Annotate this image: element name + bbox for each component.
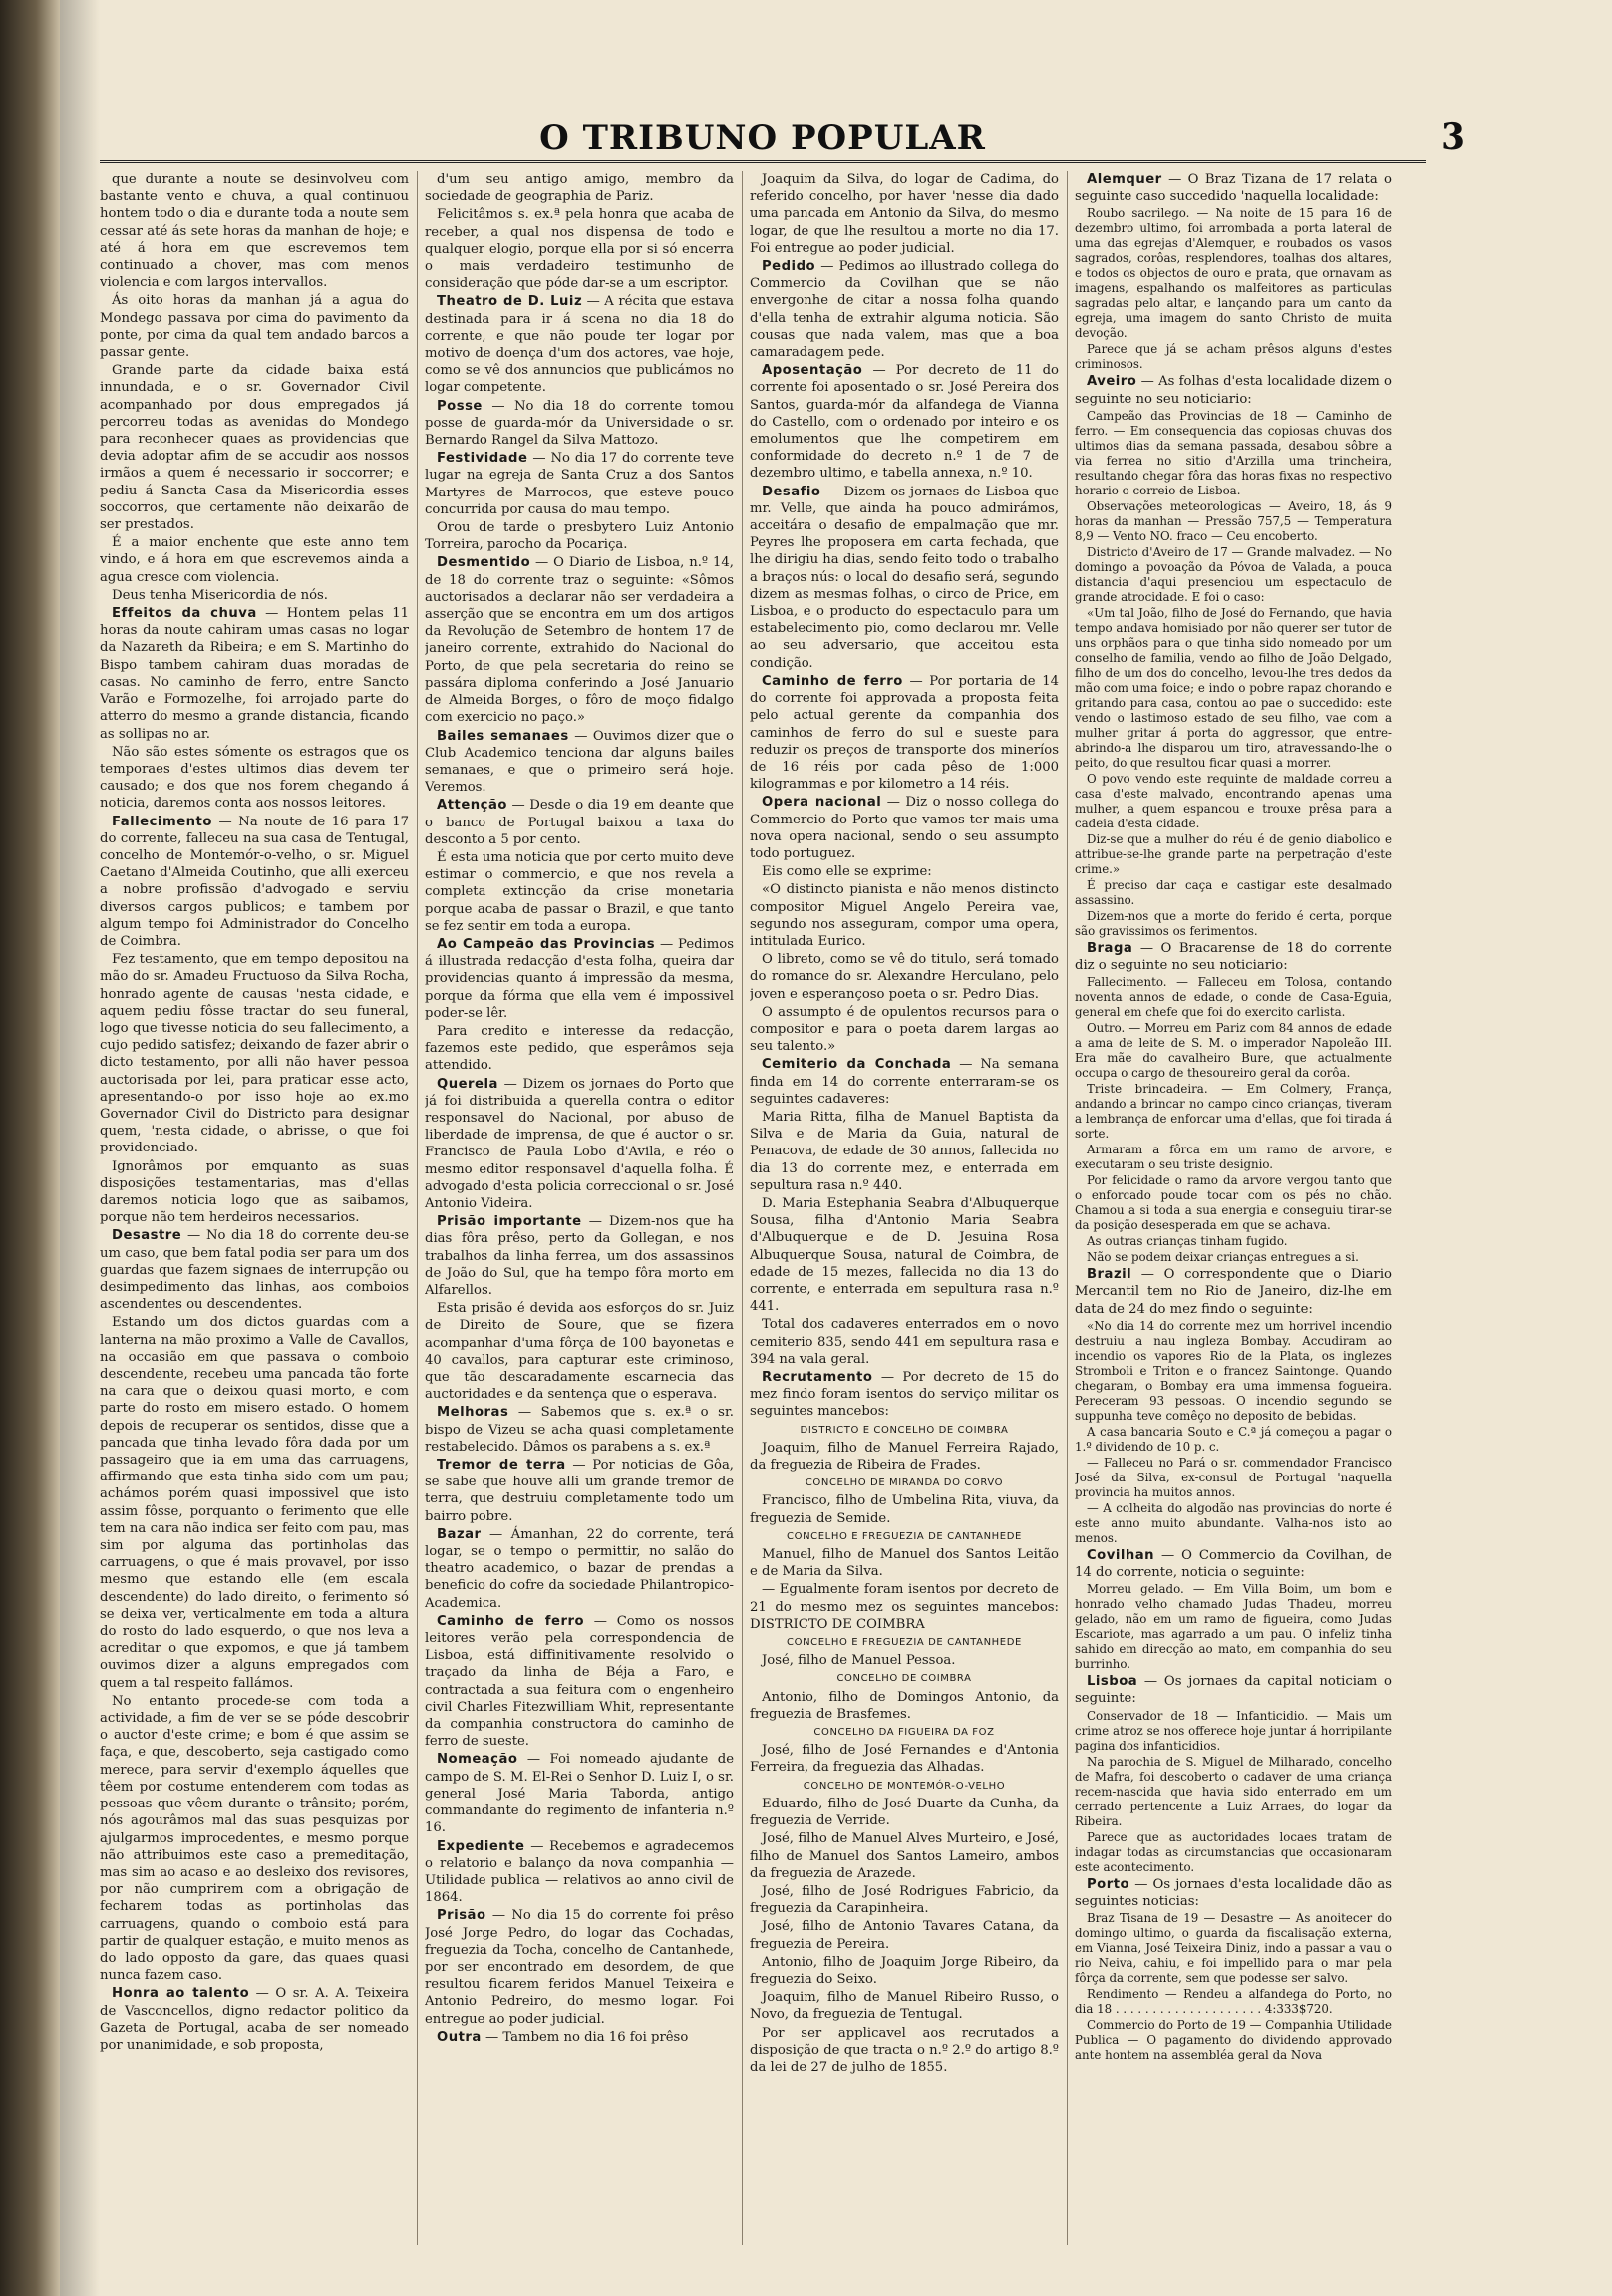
paragraph-text: d'um seu antigo amigo, membro da sociedade de geographia de Pariz. xyxy=(425,172,734,205)
paragraph-text: Ás oito horas da manhan já a agua do Mondego passava por cima do pavimento da ponte, por cima da qual tem andado barcos a passar gente. xyxy=(100,293,409,361)
news-item xyxy=(425,728,734,797)
paragraph-text: José, filho de José Fernandes e d'Antonia Ferreira, da freguezia das Alhadas. xyxy=(750,1743,1059,1776)
paragraph-text: É preciso dar caça e castigar este desalmado assassino. xyxy=(1075,877,1392,907)
paragraph xyxy=(1075,909,1392,939)
paragraph-text: Fez testamento, que em tempo depositou na mão do sr. Amadeu Fructuoso da Silva Rocha, honrado agente de causas 'nesta cidade, e aquem pediu fôsse tractar do seu funeral, logo que tivesse noticia do seu fallecimento, a cujo pedido satisfez; deixando de fazer abrir o dicto testamento, por alli não haver pessoa auctorisada por lei, para praticar esse acto, apresentando-o por isso hoje ao ex.mo Governador Civil do Districto para designar quem, 'nesta cidade, o abrisse, o que foi providenciado. xyxy=(100,952,409,1156)
paragraph-text: Esta prisão é devida aos esforços do sr. Juiz de Direito de Soure, que se fizera acompanhar d'uma fôrça de 100 bayonetas e 40 cavallos, para capturar este criminoso, que tão descaradamente escarnecia das auctoridades e da sentença que o esperava. xyxy=(425,1301,734,1403)
paragraph-text: — O Diario de Lisboa, n.º 14, de 18 do corrente traz o seguinte: «Sômos auctorisados a declarar não ser verdadeira a asserção que se encontra em um dos artigos da Revolução de Setembro de hontem 17 de janeiro corrente, extrahido do Nacional do Porto, de que pela secretaria do reino se passára diploma conferindo a José Januario de Almeida Borges, o fôro de moço fidalgo com exercicio no paço.» xyxy=(425,555,734,726)
news-item xyxy=(425,797,734,848)
paragraph-text: Maria Ritta, filha de Manuel Baptista da Silva e de Maria da Guia, natural de Penacova, de edade de 30 annos, fallecida no dia 13 do corrente mez, e enterrada em sepultura rasa n.º 440. xyxy=(750,1109,1059,1193)
paragraph-text: Felicitâmos s. ex.ª pela honra que acaba de receber, a qual nos dispensa de todo e qualquer elogio, porque ella por si só encerra o mais verdadeiro testimunho de consideração que póde dar-se a um escriptor. xyxy=(425,207,734,292)
news-item-heading: Alemquer xyxy=(1087,172,1162,187)
column-3 xyxy=(750,171,1059,2265)
news-item-heading: Ao Campeão das Provincias xyxy=(437,936,656,952)
paragraph-text: Não são estes sómente os estragos que os temporaes d'estes ultimos dias devem ter causado; e dos que nos forem chegando á noticia, daremos conta aos nossos leitores. xyxy=(100,744,409,812)
news-item-heading: Effeitos da chuva xyxy=(112,606,257,622)
news-item-heading: Honra ao talento xyxy=(112,1986,250,2002)
news-item xyxy=(425,450,734,518)
header-rule xyxy=(100,160,1426,163)
news-item-heading: Caminho de ferro xyxy=(437,1613,585,1629)
news-item-heading: Desmentido xyxy=(437,555,531,571)
paragraph-text: — No dia 18 do corrente deu-se um caso, que bem fatal podia ser para um dos guardas que fazem signaes de interrupção ou desimpedimento das linhas, aos comboios ascendentes ou descendentes. xyxy=(100,1228,409,1313)
paragraph-text: Fallecimento. — Falleceu em Tolosa, contando noventa annos de edade, o conde de Casa-Eguia, general em chefe que foi do exercito carlista. xyxy=(1075,975,1392,1020)
paragraph xyxy=(1075,878,1392,908)
paragraph-text: Total dos cadaveres enterrados em o novo cemiterio 835, sendo 441 em sepultura rasa e 394 na vala geral. xyxy=(750,1317,1059,1367)
paragraph-text: — O sr. A. A. Teixeira de Vasconcellos, digno redactor politico da Gazeta de Portugal, acaba de ser nomeado por unanimidade, e sob proposta, xyxy=(100,1986,409,2053)
paragraph-text: — Tambem no dia 16 foi prêso xyxy=(481,2029,689,2045)
paragraph-text: Antonio, filho de Joaquim Jorge Ribeiro, da freguezia do Seixo. xyxy=(750,1954,1059,1987)
news-item-heading: Caminho de ferro xyxy=(762,673,903,689)
paragraph-text: — Na semana finda em 14 do corrente enterraram-se os seguintes cadaveres: xyxy=(750,1057,1059,1107)
paragraph-text: «O distincto pianista e não menos distincto compositor Miguel Angelo Pereira vae, segundo nos asseguram, compor uma opera, intitulada Eurico. xyxy=(750,882,1059,949)
paragraph xyxy=(750,881,1059,950)
news-item-heading: Braga xyxy=(1087,940,1133,956)
news-item xyxy=(100,605,409,743)
news-item xyxy=(1075,1547,1392,1581)
paragraph-text: — Sabemos que s. ex.ª o sr. bispo de Vizeu se acha quasi completamente restabelecido. Dâmos os parabens a s. ex.ª xyxy=(425,1405,734,1455)
section-caption: CONCELHO DE COIMBRA xyxy=(836,1673,972,1685)
paragraph xyxy=(1075,1911,1392,1986)
section-caption: CONCELHO E FREGUEZIA DE CANTANHEDE xyxy=(787,1530,1022,1542)
news-item xyxy=(750,1369,1059,1421)
paragraph-text: Parece que já se acham prêsos alguns d'estes criminosos. xyxy=(1075,342,1392,372)
paragraph xyxy=(1075,545,1392,605)
news-item-heading: Posse xyxy=(437,398,483,414)
section-caption: DISTRICTO E CONCELHO DE COIMBRA xyxy=(800,1424,1009,1436)
paragraph-text: A casa bancaria Souto e C.ª já começou a pagar o 1.º dividendo de 10 p. c. xyxy=(1075,1424,1392,1454)
news-item-heading: Desastre xyxy=(112,1228,182,1244)
paragraph-text: — No dia 15 do corrente foi prêso José Jorge Pedro, do logar das Cochadas, freguezia da Tocha, concelho de Cantanhede, por ser encontrado em desordem, de que resultou ficarem feridos Manuel Teixeira e Antonio Pedreiro, do mesmo logar. Foi entregue ao poder judicial. xyxy=(425,1908,734,2027)
paragraph-text: — Recebemos e agradecemos o relatorio e balanço da nova companhia — Utilidade publica — relativos ao anno civil de 1864. xyxy=(425,1838,734,1906)
paragraph-text: — Ámanhan, 22 do corrente, terá logar, se o tempo o permittir, no salão do theatro academico, o bazar de prendas a beneficio do cofre da sociedade Philantropico-Academica. xyxy=(425,1526,734,1611)
news-item xyxy=(425,1457,734,1525)
paragraph-text: Braz Tisana de 19 — Desastre — As anoitecer do domingo ultimo, o guarda da fiscalisação externa, em Vianna, José Teixeira Diniz, indo a passar a vau o rio Neiva, cahiu, e foi impellido para o mar pela fôrça da corrente, sem que podesse ser salvo. xyxy=(1075,1911,1392,1986)
paragraph-text: Joaquim, filho de Manuel Ribeiro Russo, o Novo, da freguezia de Tentugal. xyxy=(750,1990,1059,2023)
paragraph xyxy=(750,1652,1059,1669)
news-item-heading: Querela xyxy=(437,1076,498,1092)
paragraph xyxy=(100,1158,409,1227)
paragraph-text: — O correspondente que o Diario Mercantil tem no Rio de Janeiro, diz-lhe em data de 24 do mez findo o seguinte: xyxy=(1075,1267,1392,1317)
paragraph xyxy=(1075,1987,1392,2017)
paragraph xyxy=(425,1300,734,1403)
paragraph xyxy=(750,1883,1059,1917)
paragraph-text: José, filho de José Rodrigues Fabricio, da freguezia da Carapinheira. xyxy=(750,1883,1059,1917)
paragraph-text: — No dia 18 do corrente tomou posse de guarda-mór da Universidade o sr. Bernardo Rangel da Silva Mattozo. xyxy=(425,398,734,449)
paragraph xyxy=(425,849,734,935)
news-item xyxy=(1075,373,1392,407)
paragraph-text: Manuel, filho de Manuel dos Santos Leitão e de Maria da Silva. xyxy=(750,1547,1059,1580)
paragraph-text: Observações meteorologicas — Aveiro, 18, ás 9 horas da manhan — Pressão 757,5 — Temperatura 8,9 — Vento NO. fraco — Ceu encoberto. xyxy=(1075,498,1392,543)
paragraph xyxy=(750,1954,1059,1988)
paragraph-text: — Diz o nosso collega do Commercio do Porto que vamos ter mais uma nova opera nacional, sendo o seu assumpto todo portuguez. xyxy=(750,795,1059,861)
paragraph-text: Não se podem deixar crianças entregues a si. xyxy=(1087,1250,1359,1265)
paragraph-text: Eduardo, filho de José Duarte da Cunha, da freguezia de Verride. xyxy=(750,1796,1059,1829)
paragraph-text: que durante a noute se desinvolveu com bastante vento e chuva, a qual continuou hontem todo o dia e durante toda a noute sem cessar até ás sete horas da manhan de hoje; e até á hora em que escrevemos tem continuado a chover, mas com menos violencia e com largos intervallos. xyxy=(100,172,409,291)
news-item-heading: Fallecimento xyxy=(112,814,212,829)
paragraph xyxy=(1075,1250,1392,1265)
news-item-heading: Recrutamento xyxy=(762,1370,873,1386)
paragraph-text: «No dia 14 do corrente mez um horrivel incendio destruiu a nau ingleza Bombay. Accudiram ao incendio os vapores Rio de la Plata, os inglezes Stromboli e Triton e o francez Saintonge. Quando chegaram, o Bombay era uma immensa fogueira. Pereceram 93 pessoas. O incendio segundo se suppunha teve comêço no deposito de bebidas. xyxy=(1075,1318,1392,1423)
section-caption: CONCELHO E FREGUEZIA DE CANTANHEDE xyxy=(787,1637,1022,1649)
paragraph-text: Outro. — Morreu em Pariz com 84 annos de edade a ama de leite de S. M. o imperador Napoleão III. Era mãe do cavalheiro Bure, que actualmente occupa o cargo de thesoureiro geral da corôa. xyxy=(1075,1021,1392,1081)
paragraph xyxy=(1075,1582,1392,1672)
news-item xyxy=(425,1907,734,2027)
paragraph-text: No entanto procede-se com toda a actividade, a fim de ver se se póde descobrir o auctor d'este crime; e bom é que assim se faça, e que, descoberto, seja castigado como merece, para servir d'exemplo áquelles que têem por costume entenderem com todas as pessoas que vêem durante o trânsito; porém, nós agourâmos mal das suas pesquizas por ajulgarmos improcedentes, e mesmo porque não attribuimos este caso a premeditação, mas sim ao acaso e ao desleixo dos revisores, por não cumprirem com a obrigação de fecharem todas as portinholas das carruagens, quando o comboio está para partir de qualquer estação, e muito menos as do lado opposto da gare, das quaes quasi nunca fazem caso. xyxy=(100,1693,409,1984)
paragraph-text: — A colheita do algodão nas provincias do norte é este anno muito abundante. Valha-nos isto ao menos. xyxy=(1075,1500,1392,1545)
news-item xyxy=(425,293,734,396)
paragraph-text: Armaram a fôrca em um ramo de arvore, e executaram o seu triste designio. xyxy=(1075,1143,1392,1172)
paragraph-text: Ignorâmos por emquanto as suas disposições testamentarias, mas d'ellas daremos noticia logo que as saibamos, porque não tem herdeiros necessarios. xyxy=(100,1158,409,1226)
paragraph-text: José, filho de Antonio Tavares Catana, da freguezia de Pereira. xyxy=(750,1919,1059,1952)
paragraph-text: Francisco, filho de Umbelina Rita, viuva, da freguezia de Semide. xyxy=(750,1493,1059,1526)
news-item xyxy=(750,794,1059,862)
news-item-heading: Aposentação xyxy=(762,363,863,379)
section-caption: CONCELHO DE MONTEMÓR-O-VELHO xyxy=(803,1780,1006,1792)
paragraph xyxy=(100,587,409,604)
paragraph-text: Por ser applicavel aos recrutados a disposição de que tracta o n.º 2.º do artigo 8.º da lei de 27 de julho de 1855. xyxy=(750,2025,1059,2075)
paragraph xyxy=(1075,2018,1392,2063)
paragraph xyxy=(1075,1319,1392,1424)
paragraph xyxy=(750,1689,1059,1723)
paragraph-text: — Dizem os jornaes de Lisboa que mr. Velle, que ainda ha pouco admirámos, acceitára o desafio de empalmação que mr. Peyres lhe proposera em carta fechada, que lhe dirigiu ha dias, sendo feito todo o trabalho a braços nús: o local do desafio será, segundo dizem as mesmas folhas, o circo de Price, em Lisboa, e o producto do espectaculo para um estabelecimento pio, como declarou mr. Velle ao seu adversario, que acceitou esta condição. xyxy=(750,484,1059,671)
paragraph-text: Deus tenha Misericordia de nós. xyxy=(112,587,328,603)
news-item xyxy=(100,1985,409,2054)
paragraph xyxy=(100,1693,409,1984)
paragraph xyxy=(750,1492,1059,1526)
paragraph xyxy=(100,362,409,533)
paragraph xyxy=(100,292,409,361)
paragraph xyxy=(1075,1021,1392,1081)
news-item-heading: Expediente xyxy=(437,1838,525,1854)
news-item xyxy=(425,1838,734,1907)
column-divider xyxy=(1067,171,1068,2245)
column-1 xyxy=(100,171,409,2265)
paragraph-text: D. Maria Estephania Seabra d'Albuquerque Sousa, filha d'Antonio Maria Seabra d'Albuquerque e de D. Jesuina Rosa Albuquerque Sousa, natural de Coimbra, de edade de 15 mezes, fallecida no dia 13 do corrente, e enterrada em sepultura rasa n.º 441. xyxy=(750,1195,1059,1315)
page-header xyxy=(100,116,1465,160)
paragraph xyxy=(100,951,409,1156)
paragraph-text: É a maior enchente que este anno tem vindo, e á hora em que escrevemos ainda a agua cresce com violencia. xyxy=(100,535,409,585)
paragraph-text: Campeão das Provincias de 18 — Caminho de ferro. — Em consequencia das copiosas chuvas dos ultimos dias da semana passada, desabou sôbre a via ferrea no sitio d'Arzilla uma trincheira, resultando chegar fôra das horas fixas no respectivo horario o correio de Lisboa. xyxy=(1075,408,1392,497)
paragraph-text: Roubo sacrilego. — Na noite de 15 para 16 de dezembro ultimo, foi arrombada a porta lateral de uma das egrejas d'Alemquer, e roubados os vasos sagrados, corôas, resplendores, toalhas dos altares, e todos os objectos de ouro e prata, que ornavam as imagens, espalhando os malfeitores as particulas sagradas pelo altar, e lançando para um canto da egreja, uma imagem do santo Christo de muita devoção. xyxy=(1075,206,1392,341)
masthead-title: O TRIBUNO POPULAR xyxy=(539,118,986,158)
paragraph-text: — Dizem os jornaes do Porto que já foi distribuida a querella contra o editor responsavel do Nacional, por abuso de liberdade de imprensa, de que é auctor o sr. Francisco de Paula Lobo d'Avila, e réo o mesmo editor responsavel d'aquella folha. É advogado d'esta policia correccional o sr. José Antonio Videira. xyxy=(425,1076,734,1211)
paragraph-text: — Pedimos ao illustrado collega do Commercio da Covilhan que se não envergonhe de citar a nossa folha quando d'ella tenha de extrahir alguma noticia. São cousas que nada valem, mas que a boa camaradagem pede. xyxy=(750,259,1059,361)
paragraph xyxy=(750,2025,1059,2077)
paragraph-text: — Dizem-nos que ha dias fôra prêso, perto da Gollegan, e nos trabalhos da linha ferrea, um dos assassinos de João do Sul, que ha tempo fôra morto em Alfarellos. xyxy=(425,1214,734,1298)
paragraph-text: — Desde o dia 19 em deante que o banco de Portugal baixou a taxa do desconto a 5 por cento. xyxy=(425,798,734,847)
paragraph-text: É esta uma noticia que por certo muito deve estimar o commercio, e que nos revela a completa extincção da crise monetaria porque acaba de passar o Brazil, e que tanto se fez sentir em toda a europa. xyxy=(425,849,734,934)
paragraph-text: Na parochia de S. Miguel de Milharado, concelho de Mafra, foi descoberto o cadaver de uma criança recem-nascida que havia sido enterrado em um cerrado pertencente a Luiz Arraes, do logar da Ribeira. xyxy=(1075,1754,1392,1828)
news-item-heading: Prisão xyxy=(437,1908,486,1924)
news-item xyxy=(100,1227,409,1313)
paragraph xyxy=(1075,409,1392,498)
paragraph xyxy=(1075,499,1392,544)
news-item-heading: Opera nacional xyxy=(762,795,882,811)
paragraph xyxy=(1075,1143,1392,1172)
paragraph xyxy=(1075,1082,1392,1142)
paragraph-text: — Por decreto de 15 do mez findo foram isentos do serviço militar os seguintes mancebos: xyxy=(750,1370,1059,1420)
paragraph-text: Districto d'Aveiro de 17 — Grande malvadez. — No domingo a povoação da Póvoa de Valada, a pouca distancia d'aqui presenciou um espectaculo de grande atrocidade. E foi o caso: xyxy=(1075,544,1392,604)
paragraph xyxy=(425,171,734,205)
paragraph-text: Estando um dos dictos guardas com a lanterna na mão proximo a Valle de Cavallos, na occasião em que passava o comboio descendente, recebeu uma pancada tão forte na cara que o deixou quasi morto, e com parte do rosto em misero estado. O homem depois de recuperar os sentidos, disse que a pancada que tinha levado fôra dada por um passageiro que ia em uma das carruagens, affirmando que esta tinha sido com um pau; achámos porém quasi impossivel que isto assim fôsse, porquanto o ferimento que elle tem na cara não indica ser feito com pau, mas sim por alguma das portinholas das carruagens, o que é mais provavel, por isso mesmo que estando elle (em escala descendente) do lado direito, o ferimento só se deixa ver, verticalmente em toda a altura do rosto do lado esquerdo, o que nos leva a acreditar o que expomos, e que já tambem ouvimos dizer a alguns empregados com quem a tal respeito fallámos. xyxy=(100,1315,409,1691)
paragraph-text: — Hontem pelas 11 horas da noute cahiram umas casas no logar da Nazareth da Ribeira; e em S. Martinho do Bispo tambem cahiram duas moradas de casas. No caminho de ferro, entre Sancto Varão e Formozelhe, foi arrojado parte do atterro do mesmo a grande distancia, ficando as sollipas no ar. xyxy=(100,606,409,742)
paragraph-text: Rendimento — Rendeu a alfandega do Porto, no dia 18 . . . . . . . . . . . . . . . . . . . . 4:333$720. xyxy=(1075,1987,1392,2017)
newspaper-page xyxy=(60,0,1612,2296)
news-item xyxy=(750,1056,1059,1108)
news-item-heading: Outra xyxy=(437,2029,482,2045)
paragraph xyxy=(750,1004,1059,1056)
news-item xyxy=(1075,940,1392,974)
paragraph xyxy=(1075,206,1392,341)
paragraph-text: — Ouvimos dizer que o Club Academico tenciona dar alguns bailes semanaes, e que o primeiro será hoje. Veremos. xyxy=(425,728,734,796)
paragraph-text: — Os jornaes d'esta localidade dão as seguintes noticias: xyxy=(1075,1876,1392,1909)
news-item-heading: Bazar xyxy=(437,1526,482,1542)
paragraph xyxy=(750,1918,1059,1952)
paragraph xyxy=(100,1314,409,1691)
news-item-heading: Melhoras xyxy=(437,1405,509,1421)
news-item xyxy=(425,1076,734,1213)
news-item xyxy=(750,673,1059,793)
paragraph-text: O libreto, como se vê do titulo, será tomado do romance do sr. Alexandre Herculano, pelo joven e esperançoso poeta o sr. Pedro Dias. xyxy=(750,952,1059,1002)
news-item xyxy=(425,1213,734,1299)
news-item-heading: Nomeação xyxy=(437,1752,518,1768)
paragraph-text: Conservador de 18 — Infanticidio. — Mais um crime atroz se nos offerece hoje juntar á horripilante pagina dos infanticidios. xyxy=(1075,1708,1392,1753)
paragraph-text: O assumpto é de opulentos recursos para o compositor e para o poeta darem largas ao seu talento.» xyxy=(750,1004,1059,1055)
news-item xyxy=(425,2029,734,2046)
paragraph xyxy=(1075,1234,1392,1249)
paragraph-text: Triste brincadeira. — Em Colmery, França, andando a brincar no campo cinco crianças, tiveram a lembrança de enforcar uma d'ellas, que foi tirada á sorte. xyxy=(1075,1082,1392,1142)
paragraph-text: «Um tal João, filho de José do Fernando, que havia tempo andava homisiado por não querer ser tutor de uns orphãos para o que tinha sido nomeado por um conselho de familia, vendo ao filho de João Delgado, filho de um dos do concelho, levou-lhe tres dedos da mão com uma foice; e indo o pobre rapaz chorando e gritando para casa, contou ao pae o succedido: este vendo o lastimoso estado de seu filho, vae com a mulher gritar á porta do aggressor, que entre-abrindo-a lhe disparou um tiro, atravessando-lhe o peito, do que resultou ficar quasi a morrer. xyxy=(1075,605,1392,770)
paragraph xyxy=(425,1023,734,1075)
paragraph-text: — Por decreto de 11 do corrente foi aposentado o sr. José Pereira dos Santos, guarda-mór da alfandega de Vianna do Castello, com o ordenado por inteiro e os emolumentos que lhe competirem em conformidade do decreto n.º 1 de 7 de dezembro ultimo, e tabella annexa, n.º 10. xyxy=(750,363,1059,482)
paragraph-text: Commercio do Porto de 19 — Companhia Utilidade Publica — O pagamento do dividendo approvado ante hontem na assembléa geral da Nova xyxy=(1075,2018,1392,2063)
paragraph xyxy=(750,1830,1059,1882)
news-item xyxy=(425,398,734,450)
paragraph-text: Joaquim, filho de Manuel Ferreira Rajado, da freguezia de Ribeira de Frades. xyxy=(750,1440,1059,1474)
paragraph xyxy=(1075,772,1392,831)
paragraph-text: Eis como elle se exprime: xyxy=(762,864,932,880)
paragraph xyxy=(750,1546,1059,1580)
paragraph-text: — Foi nomeado ajudante de campo de S. M. El-Rei o Senhor D. Luiz I, o sr. general José Maria Taborda, antigo commandante do regimento de infanteria n.º 16. xyxy=(425,1752,734,1836)
paragraph-text: O povo vendo este requinte de maldade correu a casa d'este malvado, encontrando apenas uma mulher, a quem espancou e trouxe prêsa para a cadeia d'esta cidade. xyxy=(1075,771,1392,830)
news-item xyxy=(1075,171,1392,205)
news-item-heading: Desafio xyxy=(762,484,821,499)
news-item xyxy=(425,1404,734,1456)
news-item-heading: Theatro de D. Luiz xyxy=(437,294,583,310)
column-divider xyxy=(742,171,743,2245)
paragraph-text: Por felicidade o ramo da arvore vergou tanto que o enforcado poude tocar com os pés no chão. Chamou a si toda a sua energia e conseguiu tirar-se da posição desesperada em que se achava. xyxy=(1075,1173,1392,1233)
paragraph-text: Morreu gelado. — Em Villa Boim, um bom e honrado velho chamado Judas Thadeu, morreu gelado, não em um ramo de figueira, como Judas Escariote, mas agarrado a um pau. O infeliz tinha sahido em direcção ao mato, em companhia do seu burrinho. xyxy=(1075,1582,1392,1672)
paragraph-text: — Falleceu no Pará o sr. commendador Francisco José da Silva, ex-consul de Portugal 'naquella provincia ha muitos annos. xyxy=(1075,1455,1392,1499)
paragraph-text: — O Commercio da Covilhan, de 14 do corrente, noticia o seguinte: xyxy=(1075,1547,1392,1581)
paragraph xyxy=(750,1796,1059,1829)
paragraph-text: Orou de tarde o presbytero Luiz Antonio Torreira, parocho da Pocariça. xyxy=(425,520,734,553)
book-binding xyxy=(0,0,60,2296)
gutter-shadow xyxy=(60,0,100,2296)
paragraph xyxy=(100,171,409,291)
paragraph-text: As outras crianças tinham fugido. xyxy=(1087,1234,1288,1249)
news-item xyxy=(750,484,1059,672)
paragraph xyxy=(1075,1709,1392,1754)
news-item xyxy=(425,554,734,726)
section-caption: CONCELHO DA FIGUEIRA DA FOZ xyxy=(813,1727,995,1739)
page-number: 3 xyxy=(1440,116,1465,158)
paragraph xyxy=(1075,1830,1392,1875)
news-item-heading: Aveiro xyxy=(1087,374,1137,390)
news-item-heading: Festividade xyxy=(437,451,528,467)
paragraph-text: — Egualmente foram isentos por decreto de 21 do mesmo mez os seguintes mancebos: DISTRICTO DE COIMBRA xyxy=(750,1582,1059,1632)
paragraph xyxy=(100,744,409,813)
section-caption: CONCELHO DE MIRANDA DO CORVO xyxy=(805,1477,1004,1489)
paragraph xyxy=(425,206,734,292)
paragraph xyxy=(750,1316,1059,1368)
news-item xyxy=(425,936,734,1022)
news-item-heading: Covilhan xyxy=(1087,1547,1155,1563)
paragraph-text: — No dia 17 do corrente teve lugar na egreja de Santa Cruz a dos Santos Martyres de Marrocos, que esteve pouco concurrida por causa do mau tempo. xyxy=(425,451,734,517)
paragraph xyxy=(750,951,1059,1003)
news-item xyxy=(425,1526,734,1612)
news-item xyxy=(1075,1876,1392,1910)
news-item-heading: Attenção xyxy=(437,798,507,814)
paragraph-text: Grande parte da cidade baixa está innundada, e o sr. Governador Civil acompanhado por dous empregados já percorreu todas as avenidas do Mondego para reconhecer quaes as providencias que devia adoptar afim de se accudir aos nossos irmãos a quem é necessario ir soccorrer; e pediu á Sancta Casa da Misericordia esses soccorros, que certamente não deixarão de ser prestados. xyxy=(100,363,409,533)
news-item-heading: Prisão importante xyxy=(437,1214,582,1230)
news-item-heading: Porto xyxy=(1087,1876,1130,1892)
paragraph-text: José, filho de Manuel Pessoa. xyxy=(762,1653,956,1669)
news-item-heading: Tremor de terra xyxy=(437,1458,566,1474)
paragraph xyxy=(1075,832,1392,877)
paragraph xyxy=(1075,342,1392,372)
paragraph-text: José, filho de Manuel Alves Murteiro, e José, filho de Manuel dos Santos Lameiro, ambos da freguezia de Arazede. xyxy=(750,1831,1059,1881)
paragraph-text: Dizem-nos que a morte do ferido é certa, porque são gravissimos os ferimentos. xyxy=(1075,908,1392,938)
paragraph xyxy=(750,171,1059,257)
paragraph-text: Diz-se que a mulher do réu é de genio diabolico e attribue-se-lhe grande parte na perpetração d'este crime.» xyxy=(1075,831,1392,876)
paragraph-text: Para credito e interesse da redacção, fazemos este pedido, que esperâmos seja attendido. xyxy=(425,1023,734,1074)
paragraph-text: — Os jornaes da capital noticiam o seguinte: xyxy=(1075,1674,1392,1707)
paragraph-text: — Por noticias de Gôa, se sabe que houve alli um grande tremor de terra, que destruiu completamente todo um bairro pobre. xyxy=(425,1458,734,1524)
column-2 xyxy=(425,171,734,2265)
paragraph xyxy=(1075,1501,1392,1546)
paragraph-text: — O Bracarense de 18 do corrente diz o seguinte no seu noticiario: xyxy=(1075,940,1392,974)
news-item xyxy=(425,1613,734,1751)
paragraph xyxy=(750,1195,1059,1315)
column-4 xyxy=(1075,171,1392,2265)
news-item xyxy=(750,258,1059,361)
paragraph-text: Parece que as auctoridades locaes tratam de indagar todas as circumstancias que occasionaram este acontecimento. xyxy=(1075,1829,1392,1874)
news-item-heading: Lisboa xyxy=(1087,1674,1138,1690)
paragraph xyxy=(1075,1173,1392,1233)
news-item-heading: Cemiterio da Conchada xyxy=(762,1057,952,1073)
paragraph xyxy=(425,519,734,553)
paragraph xyxy=(1075,1425,1392,1455)
news-item xyxy=(750,362,1059,482)
news-item xyxy=(100,814,409,951)
paragraph xyxy=(1075,1755,1392,1829)
paragraph-text: — A récita que estava destinada para ir á scena no dia 18 do corrente, e que não poude ter logar por motivo de doença d'um dos actores, vae hoje, como se vê dos annuncios que publicámos no logar competente. xyxy=(425,294,734,396)
news-item-heading: Brazil xyxy=(1087,1267,1132,1283)
paragraph-text: — O Braz Tizana de 17 relata o seguinte caso succedido 'naquella localidade: xyxy=(1075,172,1392,205)
paragraph xyxy=(750,1742,1059,1776)
news-item-heading: Pedido xyxy=(762,259,816,275)
paragraph xyxy=(1075,606,1392,771)
news-item xyxy=(1075,1673,1392,1707)
news-item xyxy=(1075,1266,1392,1318)
paragraph xyxy=(750,1109,1059,1194)
news-item-heading: Bailes semanaes xyxy=(437,728,569,744)
paragraph xyxy=(750,1989,1059,2023)
paragraph xyxy=(750,863,1059,880)
paragraph xyxy=(100,534,409,586)
paragraph-text: Joaquim da Silva, do logar de Cadima, do referido concelho, por haver 'nesse dia dado uma pancada em Antonio da Silva, do mesmo logar, de que lhe resultou a morte no dia 17. Foi entregue ao poder judicial. xyxy=(750,172,1059,256)
paragraph-text: — Por portaria de 14 do corrente foi approvada a proposta feita pelo actual gerente da companhia dos caminhos de ferro do sul e sueste para reduzir os preços de transporte dos mineríos de 16 réis por cada pêso de 1:000 kilogrammas e por kilometro a 14 réis. xyxy=(750,673,1059,793)
paragraph xyxy=(750,1581,1059,1633)
paragraph-text: — Na noute de 16 para 17 do corrente, falleceu na sua casa de Tentugal, concelho de Montemór-o-velho, o sr. Miguel Caetano d'Almeida Coutinho, que alli exerceu a nobre profissão d'advogado e serviu diversos cargos publicos; e tambem por algum tempo foi Administrador do Concelho de Coimbra. xyxy=(100,814,409,949)
paragraph xyxy=(1075,975,1392,1020)
paragraph xyxy=(1075,1456,1392,1500)
paragraph xyxy=(750,1440,1059,1474)
paragraph-text: — As folhas d'esta localidade dizem o seguinte no seu noticiario: xyxy=(1075,374,1392,407)
paragraph-text: — Como os nossos leitores verão pela correspondencia de Lisboa, está diffinitivamente resolvido o traçado da linha de Béja a Faro, e contractada a sua feitura com o engenheiro civil Charles Fitezwilliam Whit, representante da companhia constructora do caminho de ferro de sueste. xyxy=(425,1613,734,1750)
column-divider xyxy=(417,171,418,2245)
paragraph-text: — Pedimos á illustrada redacção d'esta folha, queira dar providencias quanto á impressão da mesma, porque da fórma que ella vem é impossivel poder-se lêr. xyxy=(425,936,734,1021)
news-item xyxy=(425,1751,734,1836)
paragraph-text: Antonio, filho de Domingos Antonio, da freguezia de Brasfemes. xyxy=(750,1689,1059,1722)
